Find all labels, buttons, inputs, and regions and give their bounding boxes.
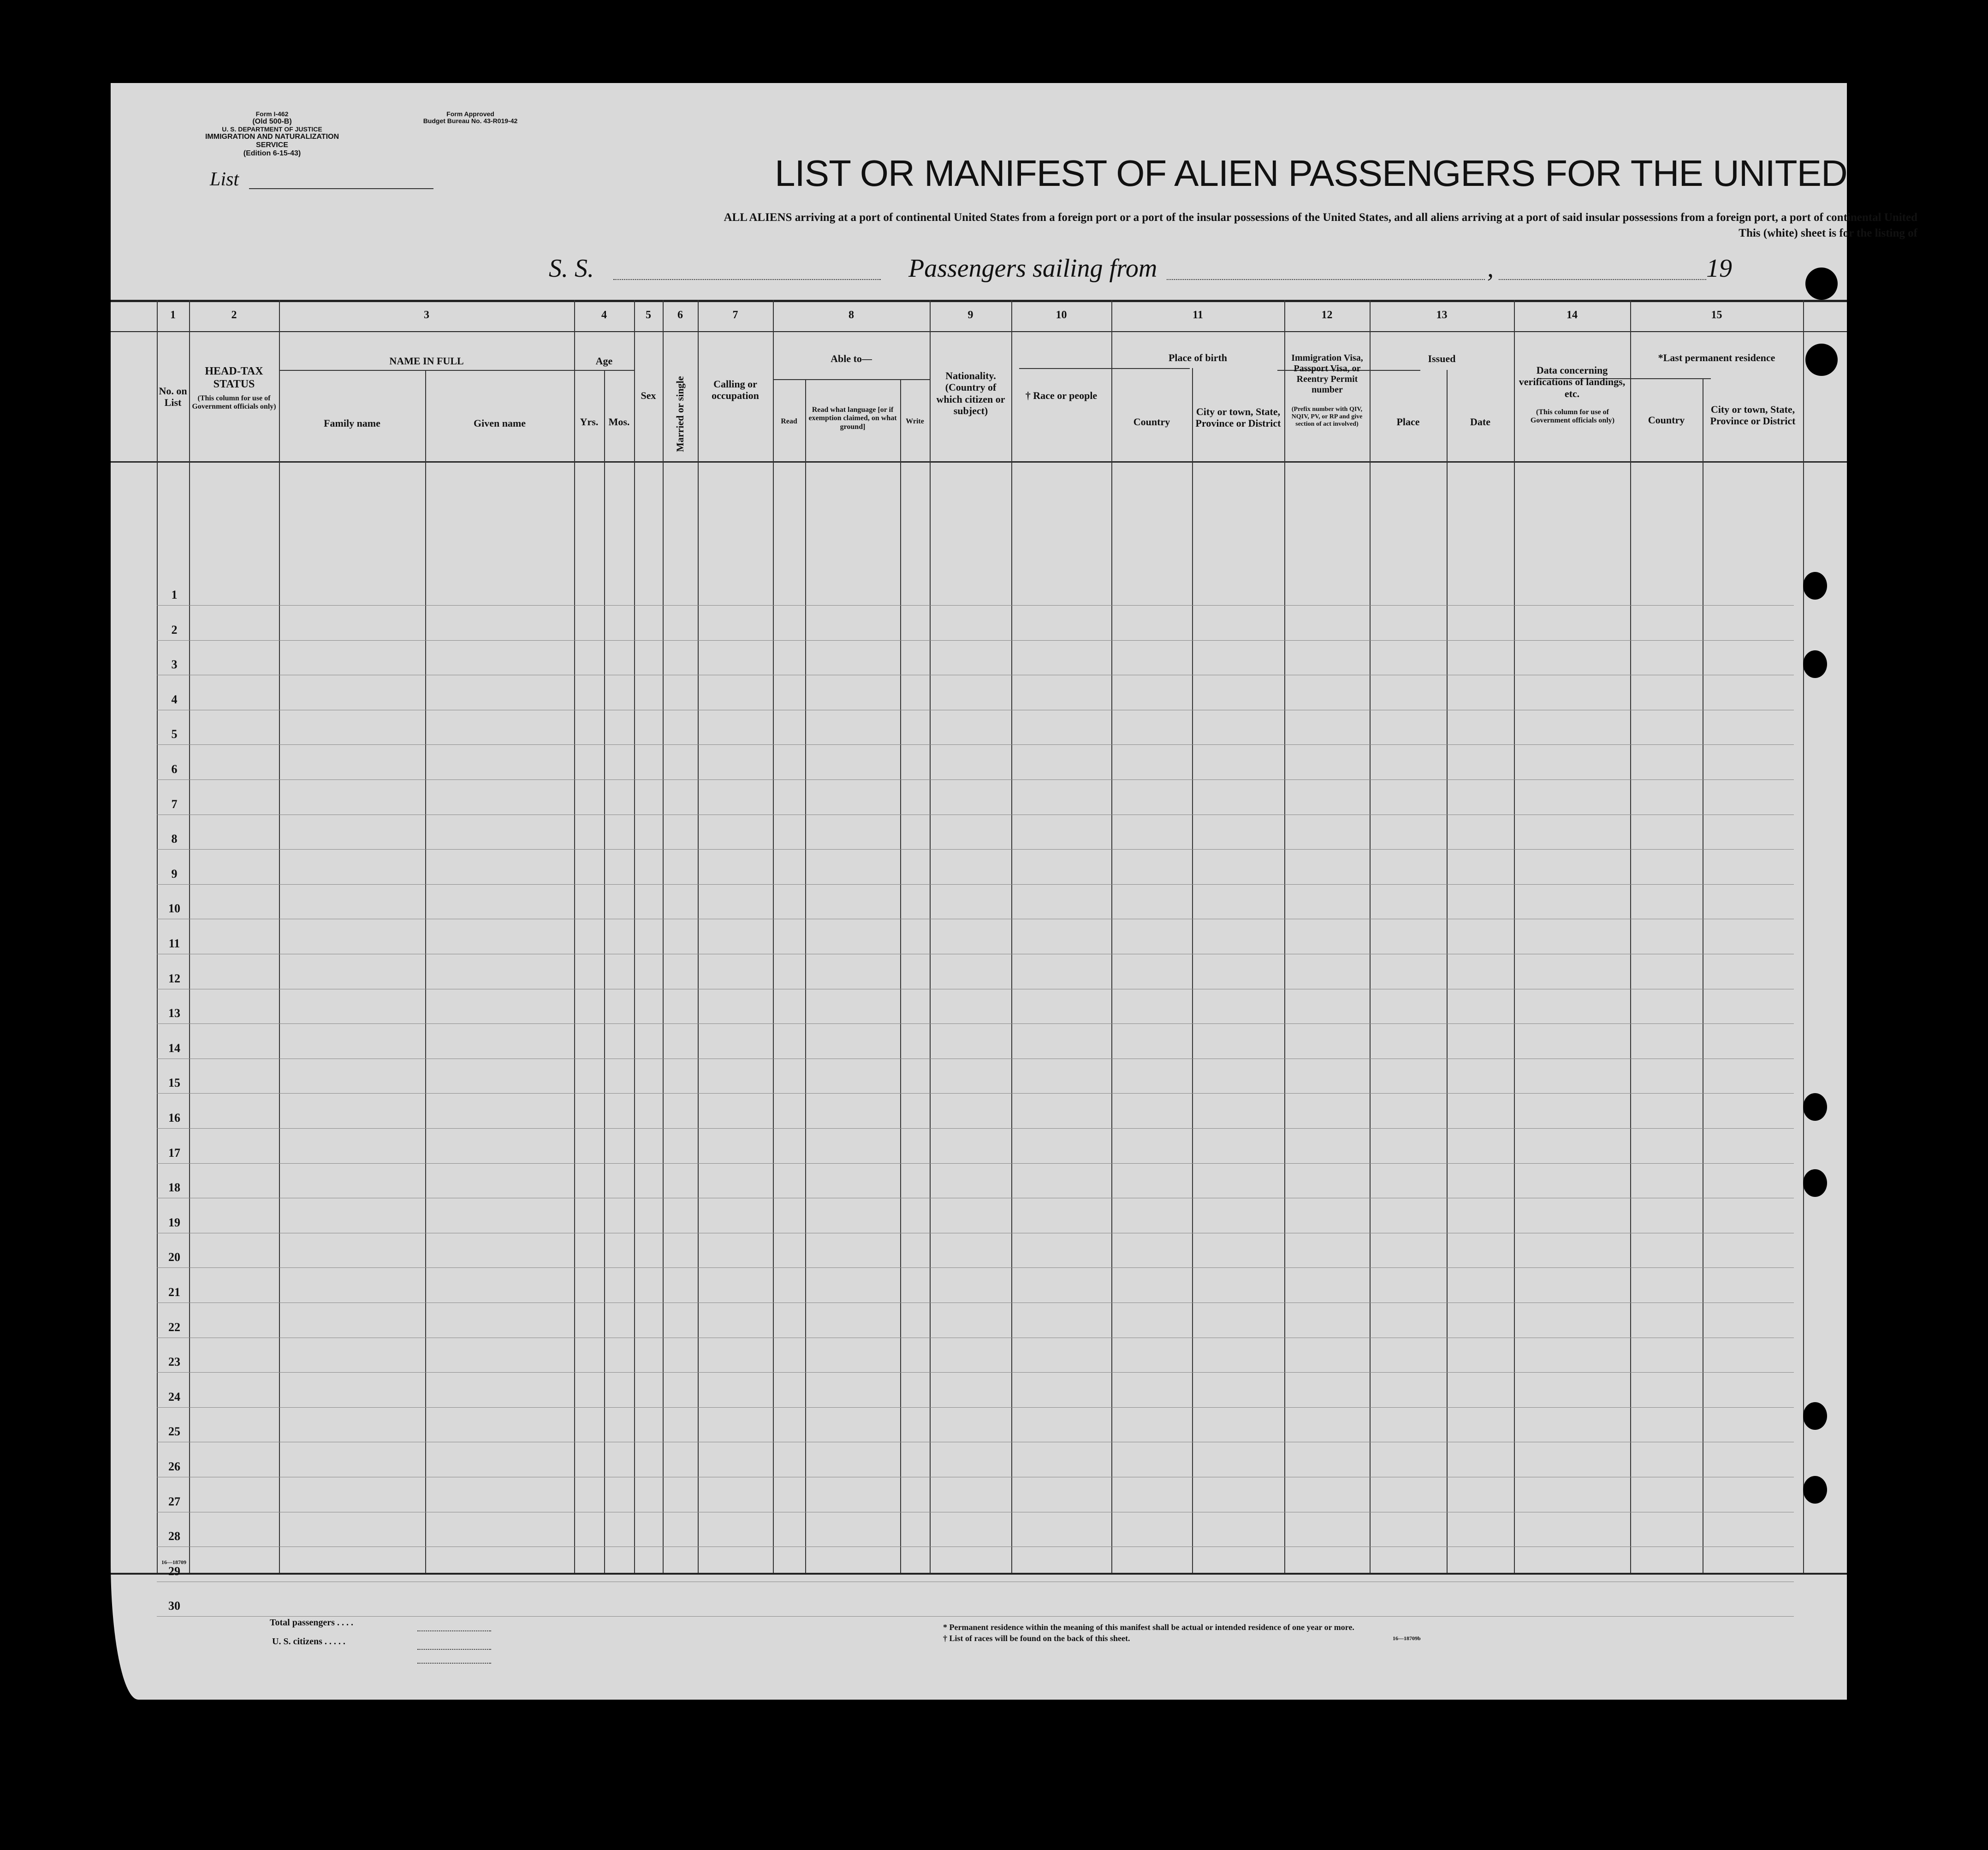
row-line	[157, 744, 1794, 745]
header-last-residence: *Last permanent residence	[1658, 352, 1775, 363]
row-number: 3	[171, 658, 178, 672]
row-number: 17	[168, 1146, 180, 1160]
col-line	[663, 300, 664, 1573]
note-residence: * Permanent residence within the meaning of this manifest shall be actual or intended residence of one year or more.	[943, 1623, 1354, 1632]
header-issued-date: Date	[1470, 416, 1490, 428]
col-line	[1803, 300, 1804, 1573]
header-read: Read	[781, 417, 797, 425]
row-line	[157, 1372, 1794, 1373]
header-given-name: Given name	[473, 417, 526, 429]
header-place-of-birth: Place of birth	[1168, 352, 1228, 363]
column-number: 13	[1436, 309, 1448, 321]
total-passengers-field[interactable]	[417, 1630, 491, 1631]
col-line	[157, 300, 158, 1573]
column-number: 1	[170, 309, 176, 321]
row-line	[157, 849, 1794, 850]
col-line	[773, 300, 774, 1573]
header-age-years: Yrs.	[580, 416, 599, 428]
column-number: 6	[677, 309, 683, 321]
sailing-from-field[interactable]	[1167, 279, 1485, 280]
header-sex: Sex	[641, 390, 656, 401]
manifest-title: LIST OR MANIFEST OF ALIEN PASSENGERS FOR THE UNITED	[775, 153, 1847, 194]
print-code-right: 16—18709b	[1393, 1635, 1421, 1642]
row-line	[157, 1128, 1794, 1129]
old-form-number: (Old 500-B)	[252, 118, 292, 126]
row-number: 14	[168, 1041, 180, 1055]
header-able-to: Able to—	[831, 353, 872, 364]
row-line	[157, 1163, 1794, 1164]
row-number: 21	[168, 1285, 180, 1299]
row-number: 5	[171, 727, 178, 741]
header-nationality: Nationality. (Country of which citizen or subject)	[936, 370, 1005, 416]
col-line	[604, 370, 605, 1573]
col-line	[425, 370, 426, 1573]
manifest-sheet	[111, 83, 1917, 1700]
col-line	[1630, 300, 1631, 1573]
col-line	[634, 300, 635, 1573]
row-number: 20	[168, 1250, 180, 1264]
header-race: † Race or people	[1025, 390, 1098, 401]
header-data-concerning: Data concerning verifications of landings, etc.	[1519, 364, 1626, 399]
table-bottom-rule	[111, 1573, 1847, 1575]
row-number: 6	[171, 762, 178, 776]
note-races: † List of races will be found on the back of this sheet.	[943, 1634, 1130, 1643]
col-line	[805, 379, 806, 1573]
name-subrule	[279, 370, 574, 371]
header-calling: Calling or occupation	[712, 378, 759, 402]
col-line	[1284, 300, 1285, 1573]
column-number: 15	[1711, 309, 1722, 321]
header-write: Write	[906, 417, 924, 425]
header-family-name: Family name	[324, 417, 380, 429]
header-visa: Immigration Visa, Passport Visa, or Reentry Permit number	[1291, 353, 1363, 395]
column-number: 10	[1056, 309, 1067, 321]
row-line	[157, 605, 1794, 606]
header-birth-country: Country	[1133, 416, 1170, 428]
column-number: 3	[424, 309, 429, 321]
row-number: 13	[168, 1006, 180, 1020]
ship-name-field[interactable]	[613, 279, 881, 280]
header-read-language: Read what language [or if exemption claimed, on what ground]	[808, 406, 897, 431]
us-citizens-field[interactable]	[417, 1649, 491, 1650]
row-number: 24	[168, 1390, 180, 1404]
department: U. S. DEPARTMENT OF JUSTICE	[222, 125, 322, 133]
sailing-date-field[interactable]	[1499, 279, 1706, 280]
column-number: 9	[967, 309, 973, 321]
punch-hole	[1805, 268, 1838, 300]
row-number: 16	[168, 1111, 180, 1124]
row-number: 18	[168, 1181, 180, 1195]
blank-footer-field[interactable]	[417, 1663, 491, 1664]
punch-hole	[1803, 1093, 1827, 1121]
form-approved: Form Approved	[446, 110, 494, 118]
col-line	[574, 300, 575, 1573]
punch-hole	[1803, 1169, 1827, 1197]
header-married: Married or single	[674, 376, 686, 452]
print-code-left: 16—18709	[161, 1559, 186, 1565]
header-bottom-rule	[111, 461, 1847, 463]
col-line	[1111, 300, 1112, 1573]
row-line	[157, 1616, 1794, 1617]
header-age-months: Mos.	[608, 416, 630, 428]
row-line	[157, 1023, 1794, 1024]
row-number: 29	[168, 1564, 180, 1578]
header-age: Age	[595, 355, 613, 367]
comma-separator: ,	[1487, 254, 1494, 283]
row-number: 25	[168, 1425, 180, 1439]
colnum-rule	[111, 331, 1847, 332]
row-number: 30	[168, 1599, 180, 1613]
able-subrule	[773, 379, 930, 380]
row-number: 10	[168, 902, 180, 916]
col-line	[698, 300, 699, 1573]
row-number: 22	[168, 1320, 180, 1334]
row-number: 11	[168, 937, 180, 950]
form-header-right	[397, 111, 544, 125]
punch-hole	[1803, 1402, 1827, 1430]
sailing-label: Passengers sailing from	[908, 254, 1157, 283]
header-issued-place: Place	[1396, 416, 1420, 428]
header-name-in-full: NAME IN FULL	[389, 355, 464, 367]
row-number: 1	[171, 588, 178, 601]
budget-bureau: Budget Bureau No. 43-R019-42	[423, 117, 518, 125]
header-visa-note: (Prefix number with QIV, NQIV, PV, or RP and give section of act involved)	[1291, 406, 1363, 428]
row-number: 26	[168, 1460, 180, 1473]
row-line	[157, 779, 1794, 780]
us-citizens-label: U. S. citizens . . . . .	[272, 1636, 345, 1647]
row-number: 19	[168, 1215, 180, 1229]
col-line	[1447, 370, 1448, 1573]
row-number: 9	[171, 867, 178, 880]
form-number: Form I-462	[255, 110, 289, 118]
year-prefix: 19	[1706, 254, 1732, 283]
punch-hole	[1803, 1476, 1827, 1504]
row-number: 2	[171, 623, 178, 636]
column-number: 11	[1193, 309, 1203, 321]
list-field[interactable]	[249, 188, 433, 189]
punch-hole	[1803, 572, 1827, 600]
row-number: 23	[168, 1355, 180, 1369]
row-number: 27	[168, 1494, 180, 1508]
column-number: 7	[732, 309, 738, 321]
row-number: 4	[171, 692, 178, 706]
total-passengers-label: Total passengers . . . .	[270, 1618, 353, 1628]
row-line	[157, 1407, 1794, 1408]
subtitle-line-1: ALL ALIENS arriving at a port of continental United States from a foreign port or a port of the insular possessions of the United States, and all aliens arriving at a port of said insular possessions from a foreign port, a port of continental United	[724, 211, 1917, 224]
row-number: 12	[168, 971, 180, 985]
birth-subrule	[1019, 368, 1190, 369]
edition: (Edition 6-15-43)	[243, 149, 301, 157]
header-residence-city: City or town, State, Province or District	[1710, 404, 1796, 427]
subtitle-line-2: This (white) sheet is for the listing of	[1739, 227, 1917, 239]
col-line	[279, 300, 280, 1573]
row-number: 7	[171, 797, 178, 811]
column-number: 2	[231, 309, 237, 321]
service: IMMIGRATION AND NATURALIZATION SERVICE	[205, 133, 339, 149]
header-head-tax: HEAD-TAX STATUS	[205, 365, 263, 390]
column-number: 8	[849, 309, 854, 321]
row-number: 15	[168, 1076, 180, 1090]
col-line	[930, 300, 931, 1573]
header-data-note: (This column for use of Government officials only)	[1530, 408, 1615, 425]
row-line	[157, 1267, 1794, 1268]
col-line	[1192, 368, 1193, 1573]
ship-label: S. S.	[549, 254, 594, 283]
row-line	[157, 640, 1794, 641]
col-line	[900, 379, 901, 1573]
header-birth-city: City or town, State, Province or District	[1195, 406, 1281, 429]
header-no-on-list: No. on List	[159, 385, 187, 409]
column-number: 4	[601, 309, 607, 321]
col-line	[1011, 300, 1012, 1573]
col-line	[1514, 300, 1515, 1573]
row-line	[157, 1093, 1794, 1094]
row-number: 28	[168, 1529, 180, 1543]
col-line	[189, 300, 190, 1573]
list-label: List	[210, 169, 239, 190]
header-issued: Issued	[1428, 353, 1456, 364]
column-number: 5	[646, 309, 651, 321]
column-number: 14	[1567, 309, 1578, 321]
col-line	[1370, 300, 1371, 1573]
punch-hole	[1803, 650, 1827, 678]
header-head-tax-note: (This column for use of Government officials only)	[192, 394, 276, 411]
row-line	[157, 884, 1794, 885]
row-number: 8	[171, 832, 178, 846]
form-header-left	[194, 111, 350, 157]
table-top-rule	[111, 300, 1847, 302]
header-residence-country: Country	[1648, 414, 1685, 426]
punch-hole	[1805, 344, 1838, 376]
column-number: 12	[1321, 309, 1333, 321]
